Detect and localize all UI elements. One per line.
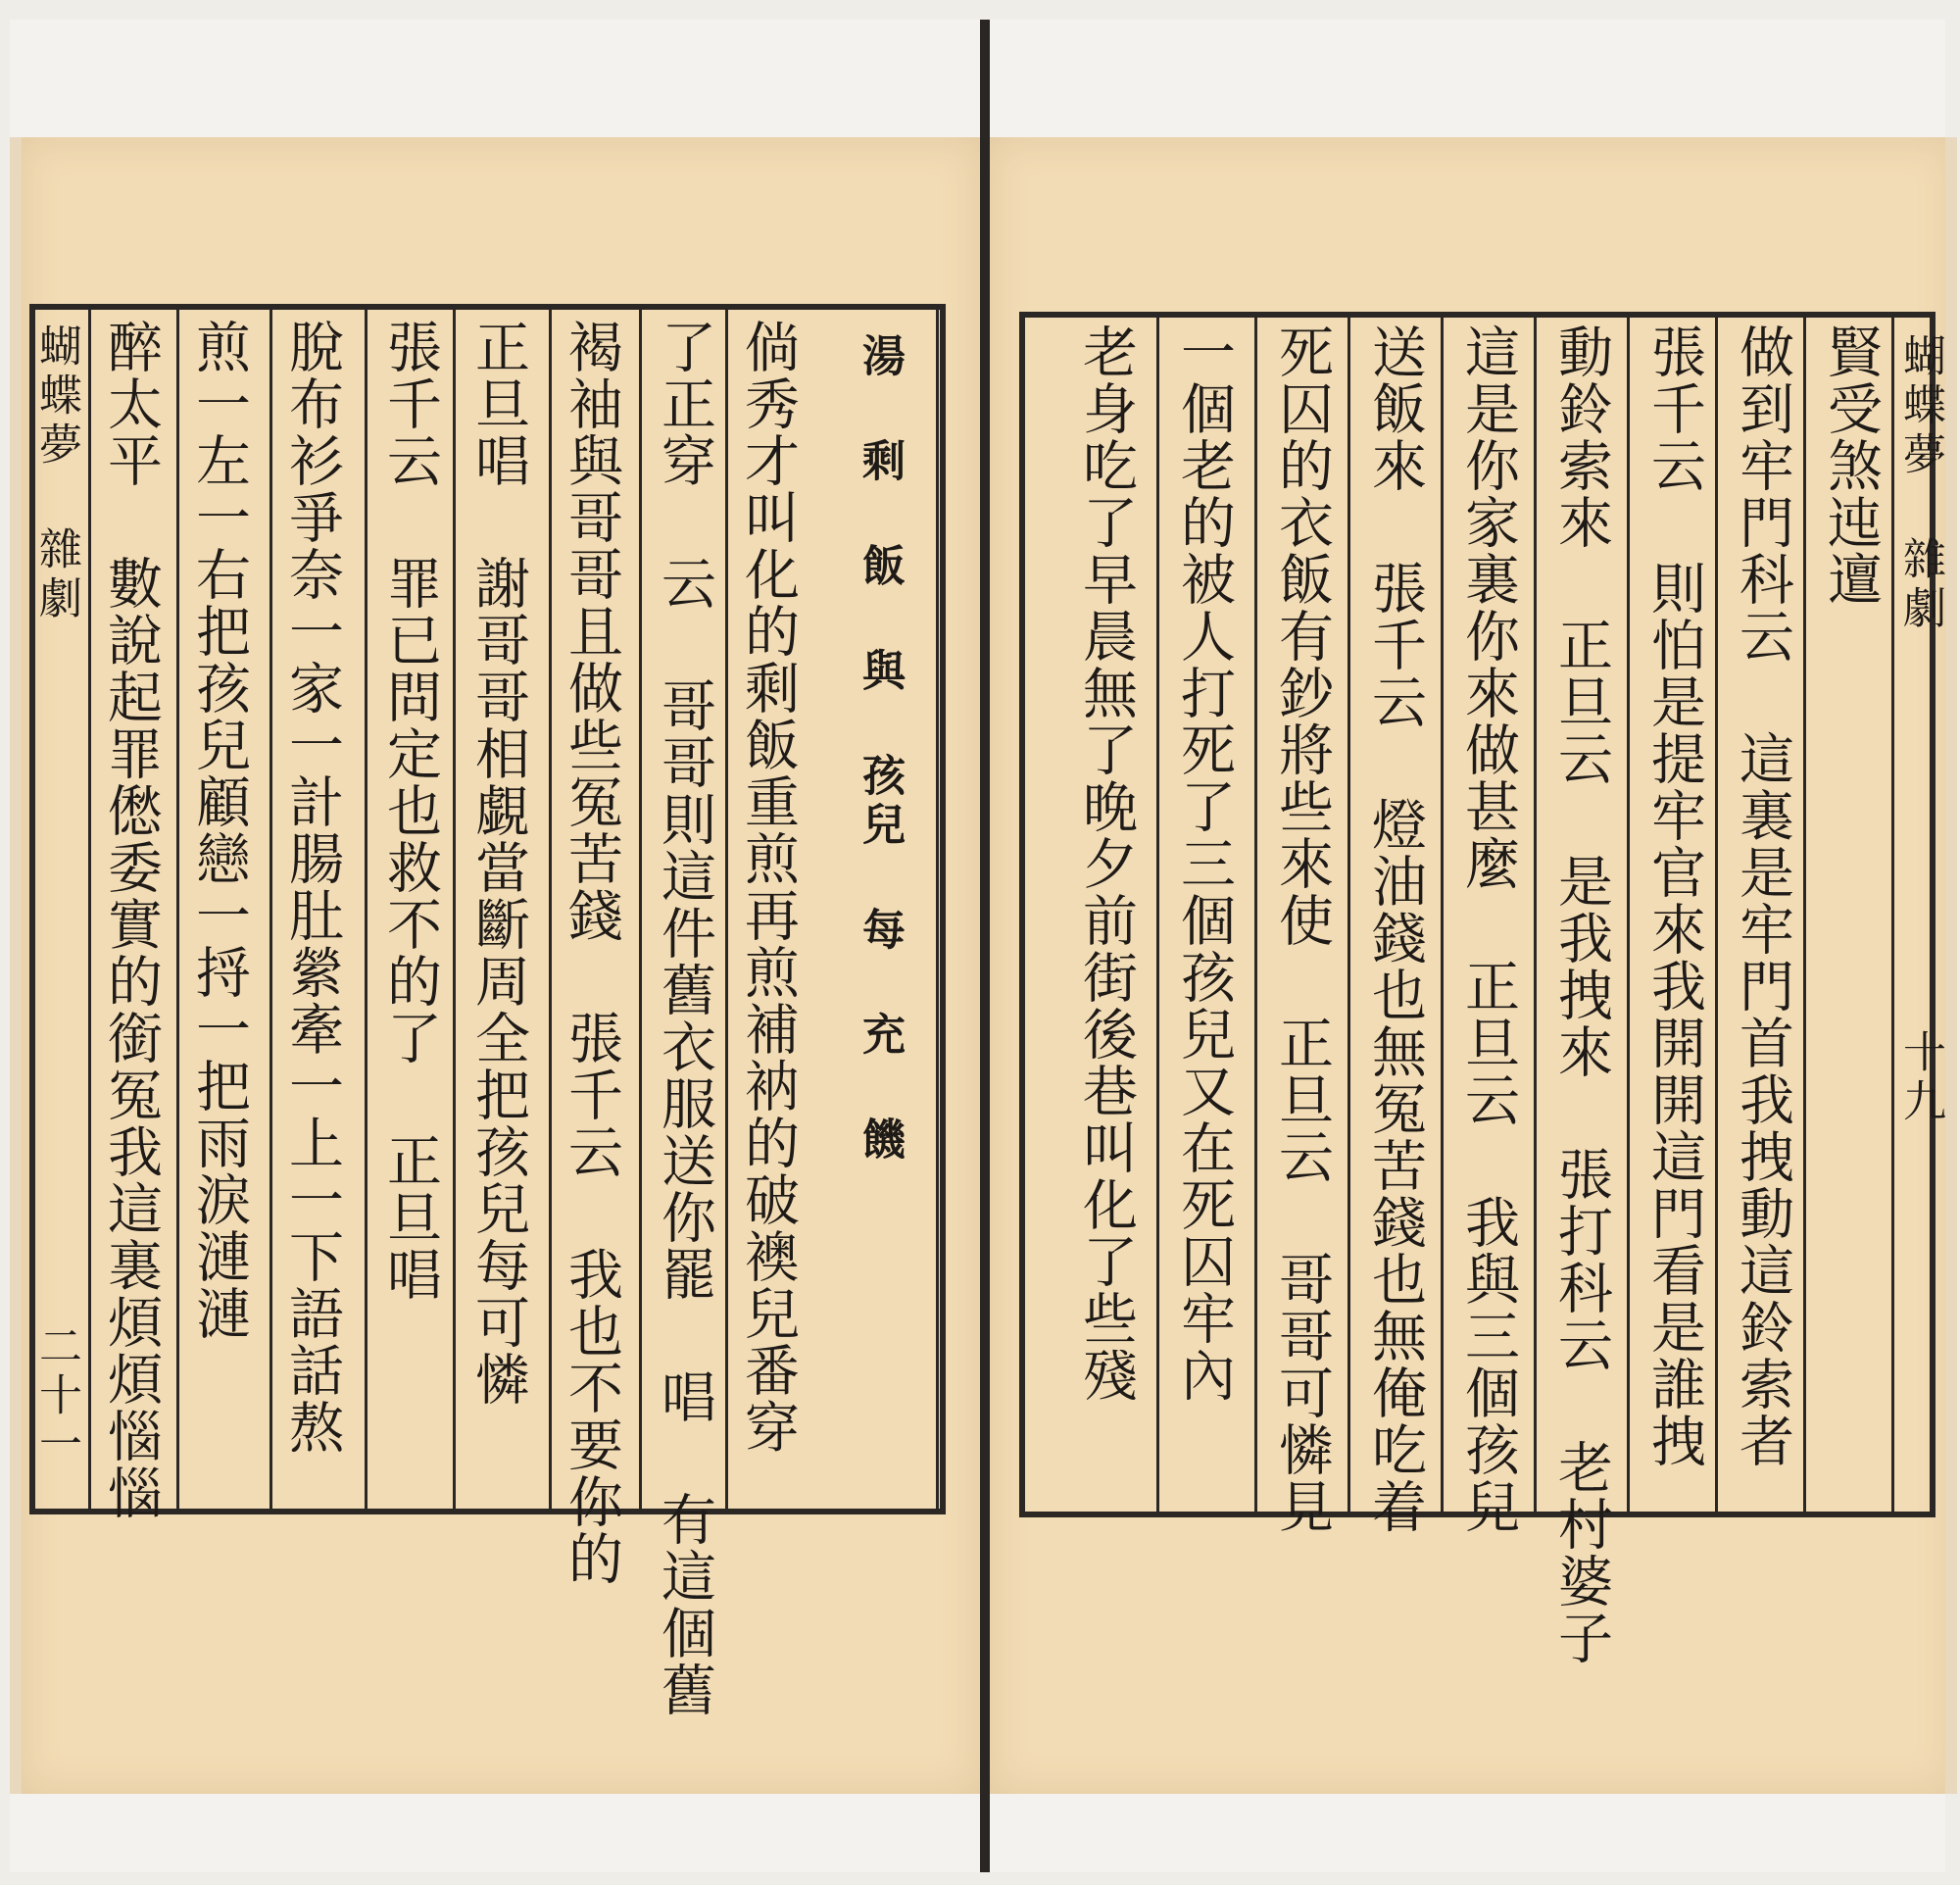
left-col-divider — [639, 304, 642, 1514]
right-col-divider — [1534, 312, 1537, 1517]
right-col-3: 張千云 則怕是提牢官來我開開這門看是誰拽 — [1642, 323, 1706, 1469]
right-col-divider — [1441, 312, 1444, 1517]
center-fold — [980, 20, 990, 1872]
left-col-divider — [270, 304, 272, 1514]
right-col-7: 死囚的衣飯有鈔將些來使 正旦云 哥哥可憐見 — [1270, 323, 1334, 1535]
right-col-9: 老身吃了早晨無了晚夕前街後巷叫化了些殘 — [1074, 323, 1138, 1404]
right-col-divider — [1254, 312, 1257, 1517]
left-col-1: 倘秀才叫化的剩飯重煎再煎補衲的破襖兒番穿 — [736, 319, 800, 1456]
left-col-4: 正旦唱 謝哥哥相覷當斷周全把孩兒每可憐 — [466, 319, 530, 1408]
left-col-divider — [453, 304, 456, 1514]
right-col-divider — [1803, 312, 1806, 1517]
right-col-divider — [1715, 312, 1718, 1517]
left-col-divider — [725, 304, 728, 1514]
left-col-divider — [549, 304, 552, 1514]
right-col-5: 這是你家裏你來做甚麼 正旦云 我與三個孩兒 — [1456, 323, 1520, 1535]
right-page-number: 十九 — [1895, 1029, 1945, 1127]
left-page-edge — [10, 137, 22, 1794]
left-col-5: 張千云 罪已問定也救不的了 正旦唱 — [378, 319, 442, 1303]
right-col-divider — [1156, 312, 1159, 1517]
right-col-divider — [1627, 312, 1630, 1517]
right-col-2: 做到牢門科云 這裏是牢門首我拽動這鈴索者 — [1731, 323, 1794, 1469]
right-col-divider — [1348, 312, 1350, 1517]
left-header-rule — [936, 304, 939, 1514]
left-header-tab: 湯 剩 飯 與 孩兒 每 充 饑 — [855, 333, 905, 1166]
left-col-divider — [365, 304, 368, 1514]
right-side-title: 蝴蝶夢 雜劇 — [1895, 333, 1945, 634]
right-page-edge — [1945, 137, 1957, 1794]
left-margin-rule — [88, 304, 91, 1514]
right-col-1: 賢受煞迍邅 — [1819, 323, 1883, 608]
right-col-8: 一個老的被人打死了三個孩兒又在死囚牢內 — [1172, 323, 1236, 1404]
right-margin-rule — [1891, 312, 1894, 1517]
left-page-number: 二十一 — [31, 1323, 81, 1470]
right-col-6: 送飯來 張千云 燈油錢也無冤苦錢也無俺吃着 — [1363, 323, 1427, 1535]
left-side-title: 蝴蝶夢 雜劇 — [31, 323, 81, 624]
left-col-2: 了正穿 云 哥哥則這件舊衣服送你罷 唱 有這個舊 — [653, 319, 716, 1718]
left-col-divider — [176, 304, 179, 1514]
left-col-7: 煎一左一右把孩兒顧戀一捋一把雨淚漣漣 — [187, 319, 251, 1342]
left-col-8: 醉太平 數說起罪僽委實的銜冤我這裏煩煩惱惱 — [99, 319, 163, 1521]
left-col-3: 褐袖與哥哥且做些冤苦錢 張千云 我也不要你的 — [560, 319, 623, 1587]
left-col-6: 脫布衫爭奈一家一計腸肚縈牽一上一下語話熬 — [280, 319, 344, 1456]
right-col-4: 動鈴索來 正旦云 是我拽來 張打科云 老村婆子 — [1549, 323, 1613, 1666]
